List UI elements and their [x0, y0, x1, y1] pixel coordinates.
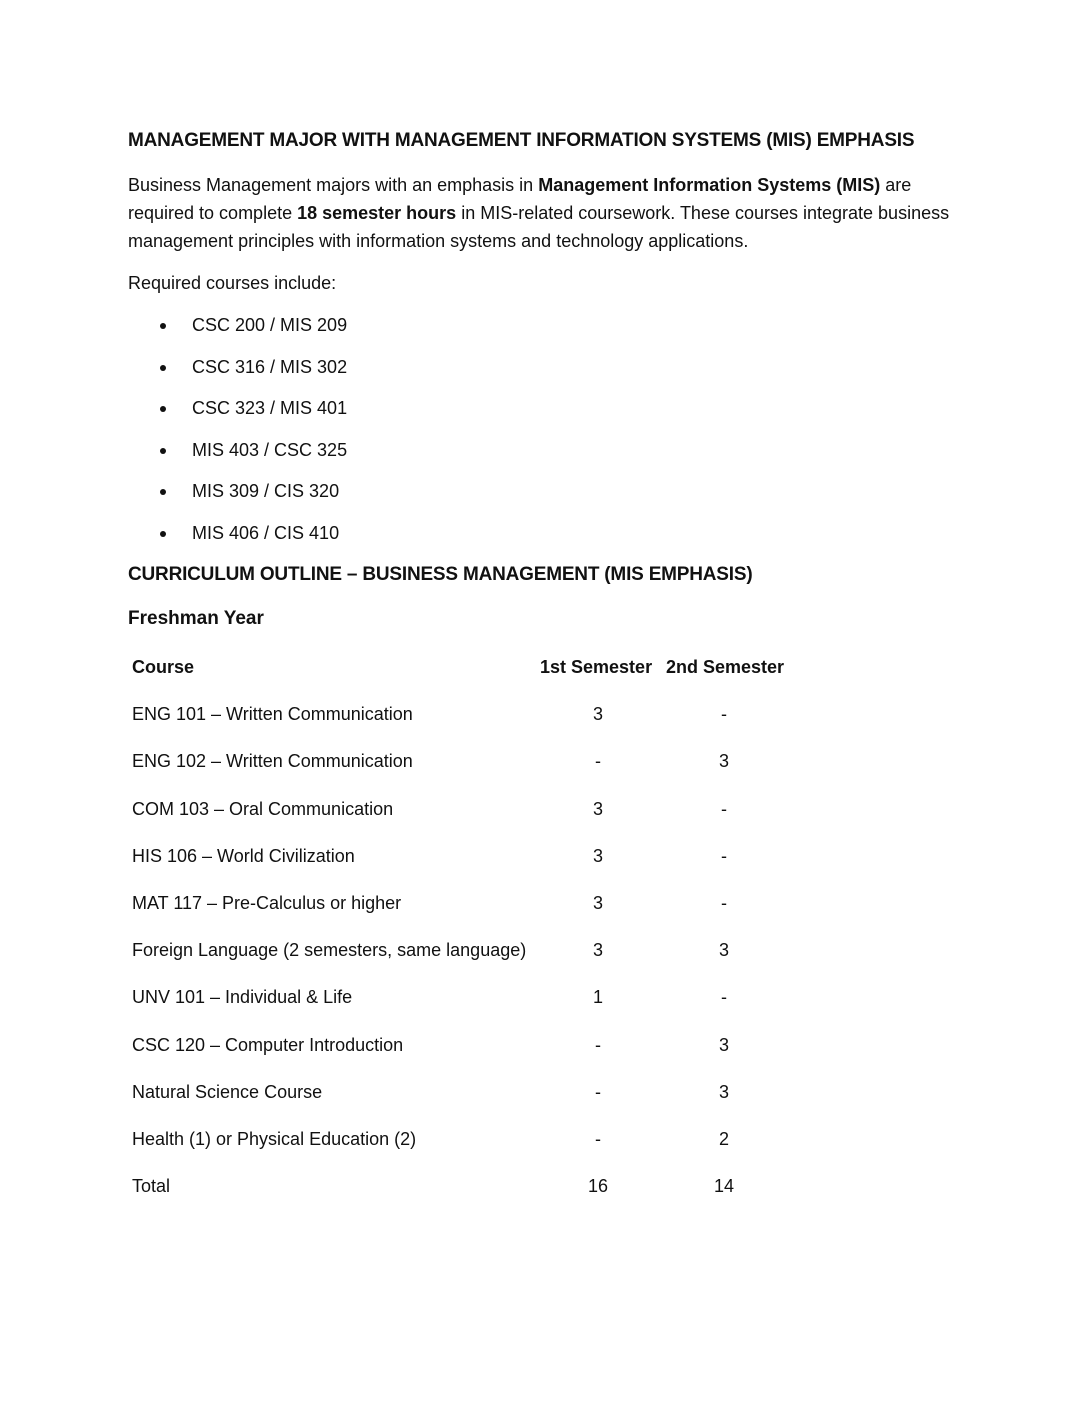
table-row [132, 937, 832, 984]
intro-paragraph [128, 171, 958, 255]
table-row [132, 701, 832, 748]
cell-sem1: 1 [592, 987, 603, 1008]
cell-course: Total [132, 1176, 171, 1197]
header-sem2: 2nd Semester [666, 657, 785, 677]
list-item-text: CSC 316 / MIS 302 [192, 356, 348, 377]
intro-bold-mis: Management Information Systems (MIS) [538, 175, 881, 195]
cell-course: Foreign Language (2 semesters, same language) [132, 940, 527, 961]
header-sem1: 1st Semester [540, 657, 653, 677]
bullet-icon [160, 448, 166, 454]
cell-sem1: 16 [587, 1176, 609, 1197]
list-item-text: MIS 309 / CIS 320 [192, 481, 340, 502]
cell-course: MAT 117 – Pre-Calculus or higher [132, 892, 402, 913]
table-row-total [132, 1173, 832, 1220]
intro-text-1: Business Management majors with an emphasis in [128, 175, 539, 195]
header-course: Course [132, 657, 195, 677]
table-header-row [132, 654, 832, 701]
bullet-icon [160, 323, 166, 329]
cell-course: HIS 106 – World Civilization [132, 845, 355, 866]
cell-sem2: 3 [718, 940, 729, 961]
intro-bold-hours: 18 semester hours [297, 203, 457, 223]
bullet-icon [160, 365, 166, 371]
table-row [132, 984, 832, 1031]
cell-sem2: - [721, 704, 727, 725]
list-item [128, 353, 968, 381]
table-row [132, 748, 832, 795]
cell-sem1: - [595, 751, 601, 772]
table-row [132, 890, 832, 937]
page-title: MANAGEMENT MAJOR WITH MANAGEMENT INFORMATION SYSTEMS (MIS) EMPHASIS [128, 130, 915, 151]
table-row [132, 1079, 832, 1126]
cell-sem2: 14 [713, 1176, 735, 1197]
cell-sem1: 3 [592, 798, 603, 819]
table-row [132, 1126, 832, 1173]
year-title: Freshman Year [128, 608, 264, 629]
cell-sem1: - [595, 1128, 601, 1149]
required-courses-label: Required courses include: [128, 273, 337, 293]
cell-sem2: - [721, 987, 727, 1008]
table-row [132, 1032, 832, 1079]
cell-sem1: 3 [592, 845, 603, 866]
cell-sem2: - [721, 798, 727, 819]
cell-course: Health (1) or Physical Education (2) [132, 1128, 417, 1149]
cell-course: UNV 101 – Individual & Life [132, 987, 353, 1008]
list-item [128, 311, 968, 339]
intro-text-2: are required to complete [128, 175, 912, 223]
curriculum-title: CURRICULUM OUTLINE – BUSINESS MANAGEMENT (MIS EMPHASIS) [128, 564, 753, 585]
cell-course: ENG 102 – Written Communication [132, 751, 413, 772]
list-item [128, 394, 968, 422]
list-item [128, 436, 968, 464]
cell-sem2: - [721, 892, 727, 913]
required-courses-list [128, 311, 968, 547]
cell-course: CSC 120 – Computer Introduction [132, 1034, 404, 1055]
bullet-icon [160, 531, 166, 537]
cell-course: Natural Science Course [132, 1081, 323, 1102]
list-item [128, 519, 968, 547]
table-row [132, 843, 832, 890]
list-item-text: MIS 406 / CIS 410 [192, 522, 340, 543]
cell-sem1: 3 [592, 704, 603, 725]
cell-course: COM 103 – Oral Communication [132, 798, 394, 819]
list-item-text: CSC 200 / MIS 209 [192, 315, 348, 335]
cell-course: ENG 101 – Written Communication [132, 704, 413, 725]
cell-sem2: - [721, 845, 727, 866]
cell-sem1: 3 [592, 892, 603, 913]
curriculum-table [132, 654, 832, 1220]
cell-sem1: - [595, 1034, 601, 1055]
list-item-text: CSC 323 / MIS 401 [192, 398, 348, 419]
list-item-text: MIS 403 / CSC 325 [192, 439, 348, 460]
intro-text-3: in MIS-related coursework. These courses integrate business management principles with information systems and technology applications. [128, 203, 950, 251]
cell-sem2: 3 [718, 1081, 729, 1102]
cell-sem1: 3 [592, 940, 603, 961]
table-row [132, 796, 832, 843]
document-page [128, 128, 968, 1197]
cell-sem1: - [595, 1081, 601, 1102]
cell-sem2: 3 [718, 751, 729, 772]
bullet-icon [160, 489, 166, 495]
list-item [128, 477, 968, 505]
cell-sem2: 3 [718, 1034, 729, 1055]
cell-sem2: 2 [718, 1128, 729, 1149]
bullet-icon [160, 406, 166, 412]
